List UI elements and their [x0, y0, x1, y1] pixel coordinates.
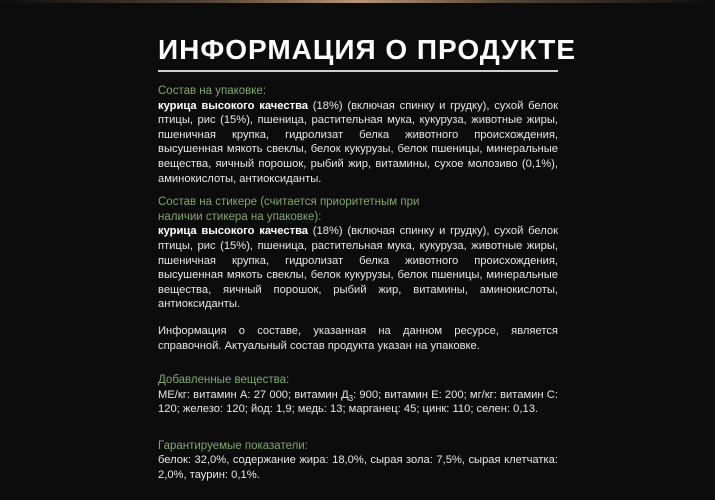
pack-composition-body: (18%) (включая спинку и грудку), сухой белок птицы, рис (15%), пшеница, растительная мука, кукуруза, животные жиры, пшеничная крупка, гидролизат белка животного происхождения, высушенная мякоть свеклы, белок кукурузы, белок пшеницы, минеральные вещества, яичный порошок, рыбий жир, витамины, сухое молозиво (0,1%), аминокислоты, антиоксиданты.	[158, 99, 558, 185]
pack-composition-heading: Состав на упаковке:	[158, 85, 267, 97]
sticker-composition-heading: Состав на стикере (считается приоритетным при наличии стикера на упаковке):	[158, 196, 420, 223]
additives-text-a: МЕ/кг: витамин А: 27 000; витамин Д	[158, 388, 349, 401]
pack-composition-text	[158, 99, 558, 187]
additives-text	[158, 388, 558, 417]
pack-composition-lead: курица высокого качества	[158, 99, 309, 112]
title-underline	[158, 70, 558, 72]
guaranteed-heading: Гарантируемые показатели:	[158, 439, 308, 452]
sticker-composition-lead: курица высокого качества	[158, 225, 309, 238]
disclaimer-text: Информация о составе, указанная на данном ресурсе, является справочной. Актуальный состав продукта указан на упаковке.	[158, 324, 558, 352]
product-info-content	[158, 84, 558, 483]
vitamin-d-subscript: 3	[348, 393, 354, 403]
sticker-composition-text	[158, 224, 558, 312]
top-accent-line	[0, 0, 715, 3]
page-title: ИНФОРМАЦИЯ О ПРОДУКТЕ	[158, 34, 577, 65]
sticker-composition-body: (18%) (включая спинку и грудку), сухой белок птицы, рис (15%), пшеница, растительная мука, кукуруза, животные жиры, пшеничная крупка, гидролизат белка животного происхождения, высушенная мякоть свеклы, белок кукурузы, белок пшеницы, минеральные вещества, яичный порошок, рыбий жир, витамины, аминокислоты, антиоксиданты.	[158, 225, 558, 311]
additives-heading: Добавленные вещества:	[158, 374, 290, 387]
additives-text-b: : 900; витамин Е: 200; мг/кг: витамин С: 120; железо: 120; йод: 1,9; медь: 13; марганец: 45; цинк: 110; селен: 0,13.	[158, 388, 558, 416]
guaranteed-text: белок: 32,0%, содержание жира: 18,0%, сырая зола: 7,5%, сырая клетчатка: 2,0%, таурин: 0,1%.	[158, 454, 558, 482]
